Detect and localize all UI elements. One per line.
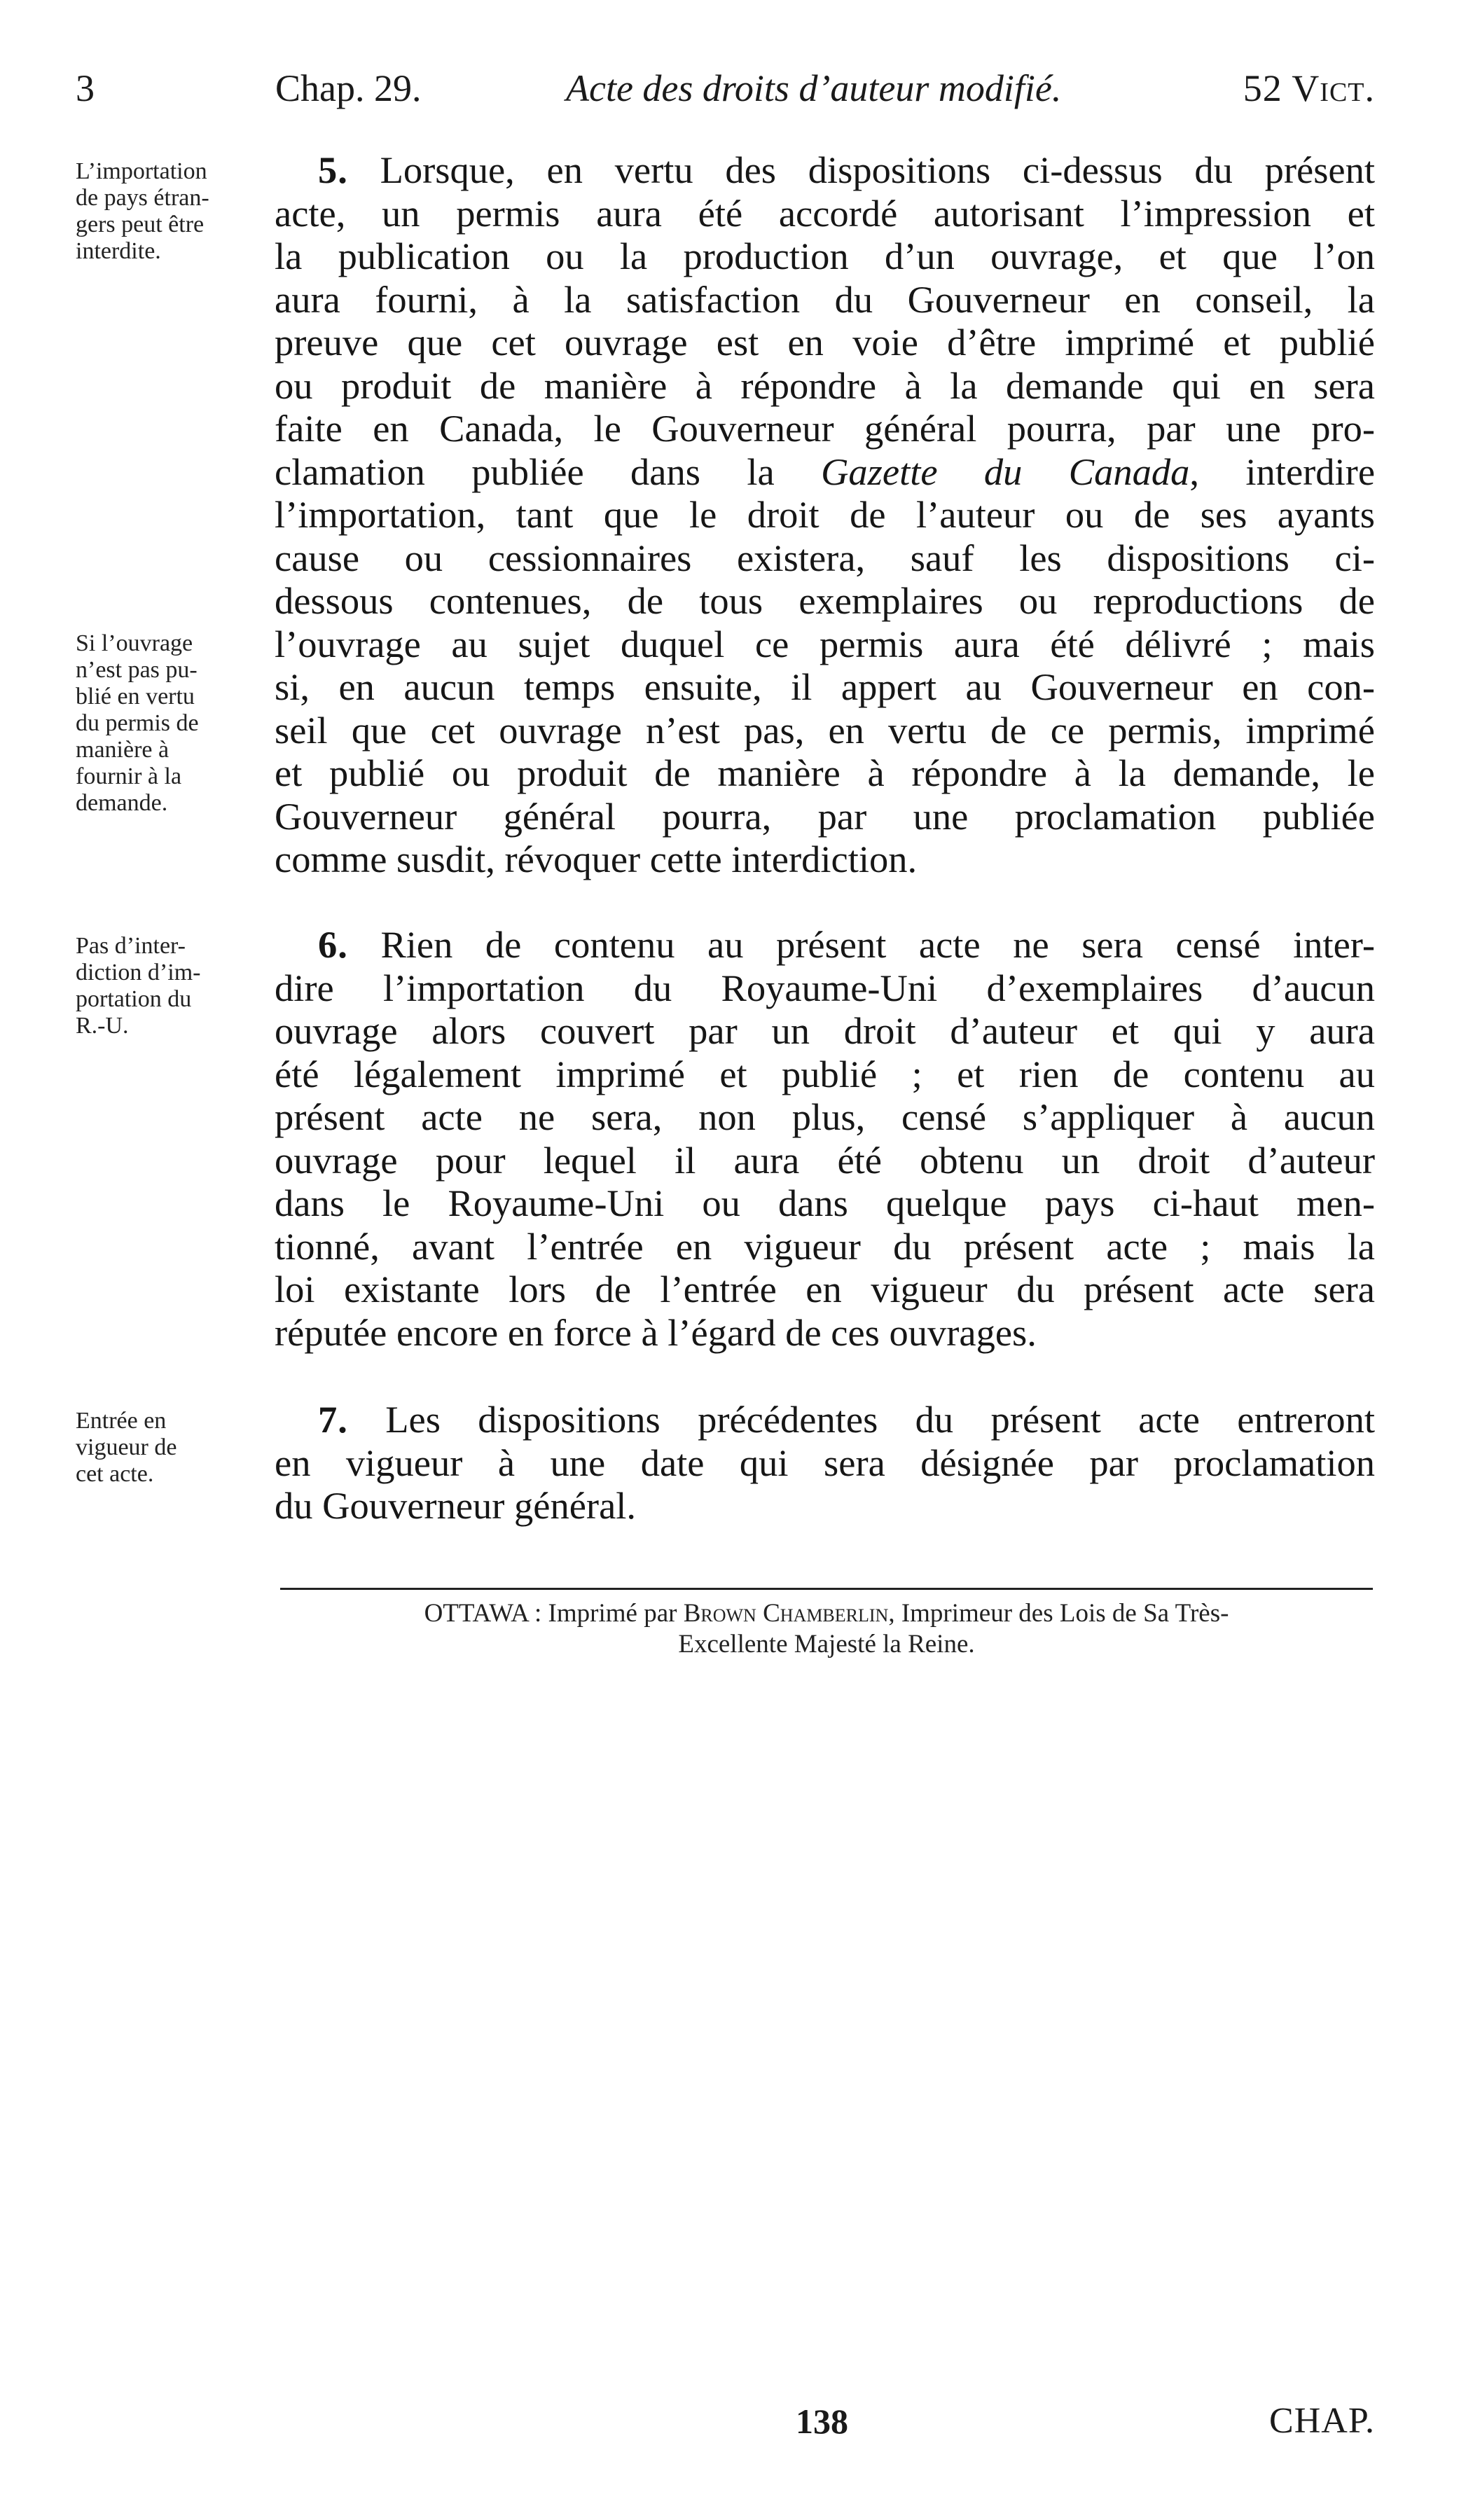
text-line: 6. Rien de contenu au présent acte ne sera censé inter- bbox=[318, 923, 1375, 966]
header-regnal-year: 52 Vict. bbox=[1243, 67, 1375, 109]
section-number: 7. bbox=[318, 1398, 348, 1441]
margin-note bbox=[76, 933, 259, 1039]
margin-note bbox=[76, 630, 259, 817]
text-line: Gouverneur général pourra, par une proclamation publiée bbox=[275, 794, 1375, 838]
text-line: 7. Les dispositions précédentes du présent acte entreront bbox=[318, 1398, 1375, 1441]
running-header bbox=[76, 60, 1375, 116]
text-line: cause ou cessionnaires existera, sauf les dispositions ci- bbox=[275, 536, 1375, 579]
text-line: clamation publiée dans la Gazette du Canada, interdire bbox=[275, 450, 1375, 493]
text-line: du Gouverneur général. bbox=[275, 1484, 637, 1527]
folio-number: 138 bbox=[796, 2402, 848, 2441]
text-line: preuve que cet ouvrage est en voie d’être imprimé et publié bbox=[275, 321, 1375, 364]
margin-note-line: L’importation bbox=[76, 158, 207, 184]
margin-note-line: interdite. bbox=[76, 238, 161, 264]
margin-note-line: de pays étran- bbox=[76, 185, 209, 211]
text-line: en vigueur à une date qui sera désignée par proclamation bbox=[275, 1441, 1375, 1484]
text-line: l’ouvrage au sujet duquel ce permis aura été délivré ; mais bbox=[275, 622, 1375, 665]
section-body bbox=[275, 148, 1375, 881]
margin-note-line: fournir à la bbox=[76, 763, 182, 789]
section-body bbox=[275, 1398, 1375, 1528]
margin-note-line: portation du bbox=[76, 986, 192, 1012]
margin-note-line: manière à bbox=[76, 737, 170, 763]
margin-note-line: gers peut être bbox=[76, 212, 205, 237]
gazette-title: Gazette du Canada bbox=[821, 450, 1190, 493]
header-page-number: 3 bbox=[76, 67, 95, 109]
text-line: faite en Canada, le Gouverneur général pourra, par une pro- bbox=[275, 407, 1375, 450]
text-line: loi existante lors de l’entrée en vigueur du présent acte sera bbox=[275, 1268, 1375, 1310]
imprint-line: Excellente Majesté la Reine. bbox=[678, 1630, 975, 1659]
text-line: acte, un permis aura été accordé autorisant l’impression et bbox=[275, 191, 1375, 235]
margin-note-line: n’est pas pu- bbox=[76, 657, 198, 683]
text-line: la publication ou la production d’un ouvrage, et que l’on bbox=[275, 235, 1375, 277]
text-line: été légalement imprimé et publié ; et rien de contenu au bbox=[275, 1052, 1375, 1095]
text-line: ouvrage pour lequel il aura été obtenu un droit d’auteur bbox=[275, 1138, 1375, 1182]
printer-name: Brown Chamberlin, bbox=[683, 1599, 895, 1628]
margin-note-line: Si l’ouvrage bbox=[76, 630, 193, 656]
section-number: 6. bbox=[318, 923, 348, 966]
text-line: aura fourni, à la satisfaction du Gouverneur en conseil, la bbox=[275, 277, 1375, 321]
margin-note-line: diction d’im- bbox=[76, 960, 201, 985]
margin-note bbox=[76, 1408, 259, 1488]
text-line: ouvrage alors couvert par un droit d’auteur et qui y aura bbox=[275, 1009, 1375, 1052]
header-chapter: Chap. 29. bbox=[275, 67, 422, 109]
text-line: dessous contenues, de tous exemplaires ou reproductions de bbox=[275, 579, 1375, 622]
printer-imprint bbox=[280, 1598, 1373, 1660]
text-line: réputée encore en force à l’égard de ces ouvrages. bbox=[275, 1310, 1037, 1354]
text-line: 5. Lorsque, en vertu des dispositions ci-dessus du présent bbox=[318, 148, 1375, 191]
margin-note-line: demande. bbox=[76, 790, 168, 816]
imprint-rule bbox=[280, 1588, 1373, 1590]
text-line: l’importation, tant que le droit de l’auteur ou de ses ayants bbox=[275, 493, 1375, 536]
text-line: présent acte ne sera, non plus, censé s’appliquer à aucun bbox=[275, 1095, 1375, 1138]
text-line: tionné, avant l’entrée en vigueur du présent acte ; mais la bbox=[275, 1224, 1375, 1268]
margin-note-line: Pas d’inter- bbox=[76, 933, 186, 959]
text-line: seil que cet ouvrage n’est pas, en vertu de ce permis, imprimé bbox=[275, 708, 1375, 752]
section-number: 5. bbox=[318, 148, 348, 191]
margin-note-line: blié en vertu bbox=[76, 684, 195, 709]
text-line: dire l’importation du Royaume-Uni d’exemplaires d’aucun bbox=[275, 966, 1375, 1009]
margin-note-line: du permis de bbox=[76, 710, 199, 736]
section-body bbox=[275, 923, 1375, 1354]
catchword: CHAP. bbox=[1269, 2401, 1375, 2441]
text-line: et publié ou produit de manière à répondre à la demande, le bbox=[275, 752, 1375, 794]
text-line: si, en aucun temps ensuite, il appert au Gouverneur en con- bbox=[275, 665, 1375, 708]
header-act-title: Acte des droits d’auteur modifié. bbox=[566, 67, 1062, 109]
imprint-line: OTTAWA : Imprimé par Brown Chamberlin, Imprimeur des Lois de Sa Très- bbox=[424, 1599, 1229, 1628]
margin-note-line: cet acte. bbox=[76, 1461, 154, 1487]
margin-note-line: Entrée en bbox=[76, 1408, 167, 1434]
margin-note-line: R.-U. bbox=[76, 1013, 129, 1039]
text-line: dans le Royaume-Uni ou dans quelque pays ci-haut men- bbox=[275, 1182, 1375, 1224]
text-line: ou produit de manière à répondre à la demande qui en sera bbox=[275, 364, 1375, 407]
margin-note bbox=[76, 158, 259, 265]
text-line: comme susdit, révoquer cette interdiction. bbox=[275, 838, 918, 880]
margin-note-line: vigueur de bbox=[76, 1434, 177, 1460]
